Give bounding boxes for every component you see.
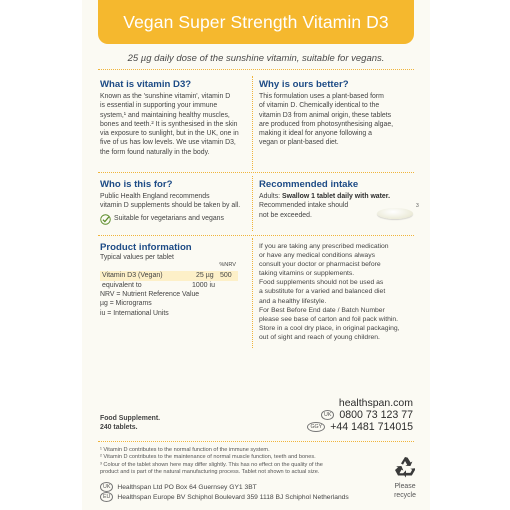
product-title: Vegan Super Strength Vitamin D3: [123, 11, 389, 32]
why-ours-line: vegan or plant-based diet.: [259, 139, 339, 147]
advice-section: [259, 242, 419, 342]
website-link[interactable]: healthspan.com: [338, 397, 413, 409]
why-ours-section: [259, 79, 417, 148]
product-info-heading: Product information: [100, 242, 192, 253]
intake-dose: [259, 192, 417, 201]
why-ours-line: This formulation uses a plant-based form: [259, 93, 384, 100]
advice-line: and a healthy lifestyle.: [259, 297, 327, 305]
advice-line: a substitute for a varied and balanced diet: [259, 288, 386, 296]
divider: [98, 441, 414, 442]
why-ours-line: making it ideal for anyone following a: [259, 130, 372, 138]
divider: [98, 69, 414, 70]
product-info-heading-block: [100, 242, 250, 262]
what-is-section: [100, 79, 260, 157]
why-ours-heading: Why is ours better?: [259, 79, 349, 90]
nutrient-nrv: 500: [220, 272, 232, 279]
country-badge: EU: [100, 492, 113, 502]
intake-warning-line: Recommended intake should: [259, 202, 349, 210]
recycle-badge: [385, 456, 425, 500]
what-is-line: five of us has low levels. We use vitamin D3,: [100, 139, 236, 147]
footnote: ² Vitamin D contributes to the maintenance of normal muscle function, teeth and bones.: [100, 454, 316, 461]
advice-line: or have any medical conditions always: [259, 252, 375, 260]
address-text: Healthspan Europe BV Schiphol Boulevard 359 1118 BJ Schiphol Netherlands: [117, 493, 349, 501]
phone-uk: [321, 409, 413, 421]
divider: [252, 238, 253, 348]
legend-line: NRV = Nutrient Reference Value: [100, 291, 200, 298]
divider: [98, 172, 414, 173]
header-banner: [98, 0, 414, 44]
country-badge: UK: [321, 410, 334, 420]
suitable-text: Suitable for vegetarians and vegans: [114, 215, 224, 223]
intake-warning-line: not be exceeded.: [259, 211, 312, 219]
phone-ggy: [307, 421, 413, 433]
footnote: ¹ Vitamin D contributes to the normal function of the immune system.: [100, 447, 270, 453]
what-is-line: the form found naturally in the body.: [100, 148, 210, 156]
nutrition-table: [100, 262, 238, 291]
suitable-badge: [100, 214, 260, 225]
tablet-image: [377, 208, 413, 219]
what-is-heading: What is vitamin D3?: [100, 79, 192, 90]
who-for-line: vitamin D supplements should be taken by all.: [100, 202, 241, 210]
units-legend: [100, 290, 250, 318]
phone-number[interactable]: +44 1481 714015: [330, 421, 413, 433]
tagline: 25 µg daily dose of the sunshine vitamin, suitable for vegans.: [127, 53, 385, 64]
why-ours-line: of vitamin D. Chemically identical to the: [259, 102, 380, 110]
intake-heading: Recommended intake: [259, 179, 359, 190]
nutrient-name: Vitamin D3 (Vegan): [102, 272, 163, 279]
nutrient-amount: 1000 iu: [192, 282, 215, 289]
advice-line: consult your doctor or pharmacist before: [259, 261, 381, 269]
why-ours-line: vitamin D3 from animal origin, these tablets: [259, 111, 392, 119]
intake-dose-text: Swallow 1 tablet daily with water.: [282, 193, 390, 200]
country-badge: UK: [100, 482, 113, 492]
footnotes: [100, 447, 390, 477]
address-uk: [100, 482, 257, 492]
who-for-section: [100, 179, 260, 225]
tablet-footnote-ref: 3: [416, 203, 419, 209]
recycle-icon: [393, 456, 417, 478]
footnote: ³ Colour of the tablet shown here may differ slightly. This has no effect on the quality of the: [100, 461, 323, 468]
advice-line: please see base of carton and foil pack within.: [259, 315, 399, 323]
table-row: [100, 271, 238, 281]
nutrition-table-header: [100, 262, 238, 271]
nutrient-amount: 25 µg: [196, 272, 214, 279]
legend-line: iu = International Units: [100, 309, 169, 317]
country-badge: GGY: [307, 422, 325, 432]
divider: [252, 176, 253, 231]
what-is-line: via exposure to sunlight, but in the UK, one in: [100, 130, 239, 138]
advice-line: For Best Before End date / Batch Number: [259, 306, 385, 314]
product-type: [100, 415, 160, 432]
advice-line: out of sight and reach of young children.: [259, 333, 380, 341]
product-info-subheading: Typical values per tablet: [100, 254, 174, 261]
nrv-header: %NRV: [219, 262, 236, 268]
divider: [252, 76, 253, 170]
advice-line: If you are taking any prescribed medication: [259, 243, 389, 250]
who-for-line: Public Health England recommends: [100, 193, 210, 200]
advice-line: taking vitamins or supplements.: [259, 270, 355, 278]
address-eu: [100, 492, 349, 502]
footnote: product and is part of the natural manufacturing process. Tablet not shown to actual size.: [100, 469, 320, 476]
recycle-label-line: Please: [394, 483, 416, 490]
why-ours-line: are produced from photosynthesising algae,: [259, 120, 394, 128]
phone-number[interactable]: 0800 73 123 77: [339, 409, 413, 421]
what-is-line: is essential in supporting your immune: [100, 102, 218, 110]
divider: [98, 235, 414, 236]
who-for-heading: Who is this for?: [100, 179, 173, 190]
nutrient-name: equivalent to: [102, 282, 142, 289]
address-text: Healthspan Ltd PO Box 64 Guernsey GY1 3BT: [117, 483, 257, 491]
legend-line: µg = Micrograms: [100, 300, 152, 308]
what-is-line: system,¹ and maintaining healthy muscles,: [100, 111, 230, 119]
product-count-line: 240 tablets.: [100, 423, 138, 431]
supplement-label: [82, 0, 430, 510]
product-type-line: Food Supplement.: [100, 415, 161, 422]
intake-adults-label: Adults:: [259, 193, 281, 200]
what-is-line: Known as the 'sunshine vitamin', vitamin D: [100, 93, 231, 100]
advice-line: Food supplements should not be used as: [259, 279, 384, 287]
recycle-label-line: recycle: [394, 491, 416, 499]
what-is-line: bones and teeth.² It is synthesised in the skin: [100, 120, 238, 128]
check-circle-icon: [100, 214, 111, 225]
advice-line: Store in a cool dry place, in original packaging,: [259, 324, 400, 332]
